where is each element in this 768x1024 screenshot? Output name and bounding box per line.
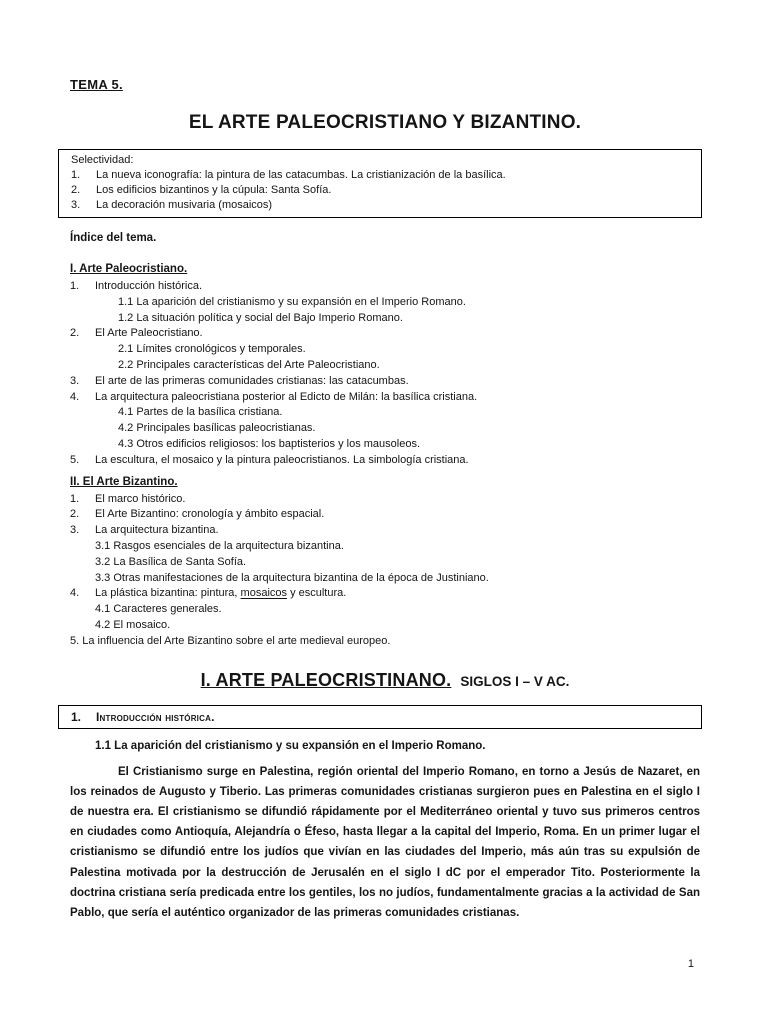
list-item bbox=[70, 421, 700, 437]
list-item-number: 4. bbox=[70, 390, 80, 403]
list-item bbox=[70, 374, 700, 390]
list-item-text: 4.1 Caracteres generales. bbox=[95, 603, 222, 616]
list-item-number: 4. bbox=[70, 587, 80, 600]
list-item bbox=[70, 586, 700, 602]
list-item-text: La plástica bizantina: pintura, mosaicos y escultura. bbox=[95, 587, 347, 600]
list-item-number: 2. bbox=[70, 327, 80, 340]
list-item bbox=[70, 507, 700, 523]
list-item-text: La decoración musivaria (mosaicos) bbox=[96, 199, 273, 211]
main-section-heading-primary: I. ARTE PALEOCRISTINANO. bbox=[200, 669, 452, 690]
list-item-number: 1. bbox=[70, 280, 80, 292]
list-item bbox=[70, 453, 700, 469]
intro-section-number: 1. bbox=[71, 709, 82, 724]
document-title: EL ARTE PALEOCRISTIANO Y BIZANTINO. bbox=[188, 112, 582, 133]
list-item bbox=[70, 571, 700, 587]
list-item bbox=[70, 437, 700, 453]
list-item-text: El marco histórico. bbox=[95, 492, 186, 505]
selectividad-box bbox=[58, 149, 702, 218]
list-item bbox=[70, 342, 700, 358]
list-item-text: La arquitectura bizantina. bbox=[95, 524, 219, 537]
list-item bbox=[70, 618, 700, 634]
list-item-text: 2.2 Principales características del Arte Paleocristiano. bbox=[118, 358, 380, 371]
list-item-number: 1. bbox=[70, 492, 80, 505]
index-section1-heading: I. Arte Paleocristiano. bbox=[70, 263, 188, 275]
list-item bbox=[70, 390, 700, 406]
list-item-number: 3. bbox=[71, 199, 81, 211]
list-item bbox=[70, 523, 700, 539]
list-item-text: 4.2 El mosaico. bbox=[95, 618, 171, 631]
list-item-text: La escultura, el mosaico y la pintura paleocristianos. La simbología cristiana. bbox=[95, 453, 469, 466]
selectividad-label: Selectividad: bbox=[71, 154, 134, 166]
list-item bbox=[71, 198, 693, 213]
list-item-text: 5. La influencia del Arte Bizantino sobre el arte medieval europeo. bbox=[70, 634, 391, 647]
selectividad-list bbox=[71, 168, 693, 213]
list-item-text: El Arte Paleocristiano. bbox=[95, 327, 203, 340]
document-content bbox=[70, 0, 700, 923]
list-item-text: 3.1 Rasgos esenciales de la arquitectura bizantina. bbox=[95, 539, 344, 552]
index-section2-heading: II. El Arte Bizantino. bbox=[70, 475, 178, 488]
list-item-text: 4.1 Partes de la basílica cristiana. bbox=[118, 406, 283, 419]
list-item bbox=[70, 311, 700, 327]
list-item-text: La nueva iconografía: la pintura de las catacumbas. La cristianización de la basílica. bbox=[96, 169, 506, 181]
list-item-number: 5. bbox=[70, 453, 80, 466]
list-item-text: 4.2 Principales basílicas paleocristianas. bbox=[118, 422, 316, 435]
list-item bbox=[70, 555, 700, 571]
list-item-text: 1.2 La situación política y social del Bajo Imperio Romano. bbox=[118, 311, 403, 324]
list-item-number: 2. bbox=[70, 508, 80, 521]
list-item-text: El Arte Bizantino: cronología y ámbito espacial. bbox=[95, 508, 325, 521]
page-number: 1 bbox=[687, 958, 694, 970]
list-item-text: 1.1 La aparición del cristianismo y su expansión en el Imperio Romano. bbox=[118, 295, 466, 308]
list-item-number: 3. bbox=[70, 374, 80, 387]
list-item-text: 3.2 La Basílica de Santa Sofía. bbox=[95, 555, 247, 568]
list-item bbox=[70, 602, 700, 618]
list-item-number: 3. bbox=[70, 524, 80, 537]
index-section2-list bbox=[70, 492, 700, 650]
intro-section-box bbox=[58, 705, 702, 729]
list-item-text: 4.3 Otros edificios religiosos: los baptisterios y los mausoleos. bbox=[118, 437, 421, 450]
tema-label: TEMA 5. bbox=[70, 77, 123, 92]
list-item-number: 2. bbox=[71, 184, 81, 196]
list-item bbox=[71, 168, 693, 183]
list-item bbox=[70, 279, 700, 295]
list-item-text: 3.3 Otras manifestaciones de la arquitectura bizantina de la época de Justiniano. bbox=[95, 571, 489, 584]
list-item-text: Introducción histórica. bbox=[95, 280, 202, 292]
list-item-text: 2.1 Límites cronológicos y temporales. bbox=[118, 343, 306, 356]
list-item bbox=[70, 539, 700, 555]
list-item bbox=[71, 183, 693, 198]
list-item-text: El arte de las primeras comunidades cristianas: las catacumbas. bbox=[95, 374, 409, 387]
body-paragraph: El Cristianismo surge en Palestina, región oriental del Imperio Romano, en torno a Jesús de Nazaret, en los reinados de Augusto y Tiberio. Las primeras comunidades cristianas surgieron pues en Palestina en el siglo I de nuestra era. El cristianismo se difundió rápidamente por el Mediterráneo oriental y tuvo sus primeros centros en ciudades como Antioquía, Alejandría o Éfeso, hasta llegar a la capital del Imperio, Roma. En un primer lugar el cristianismo se difundió entre los judíos que vivían en las ciudades del Imperio, más aún tras su expulsión de Palestina motivada por la destrucción de Jerusalén en el siglo I dC por el emperador Tito. Posteriormente la doctrina cristiana sería predicada entre los gentiles, los no judíos, fundamentalmente gracias a la actividad de San Pablo, que sería el auténtico organizador de las primeras comunidades cristianas. bbox=[70, 765, 700, 919]
list-item bbox=[70, 358, 700, 374]
list-item-text: La arquitectura paleocristiana posterior al Edicto de Milán: la basílica cristiana. bbox=[95, 390, 478, 403]
intro-section-label: Introducción histórica. bbox=[96, 709, 215, 724]
list-item bbox=[70, 634, 700, 650]
list-item-text: Los edificios bizantinos y la cúpula: Santa Sofía. bbox=[96, 184, 332, 196]
main-section-heading bbox=[70, 670, 700, 691]
list-item bbox=[70, 326, 700, 342]
index-section1-list bbox=[70, 279, 700, 469]
list-item bbox=[70, 405, 700, 421]
list-item-number: 1. bbox=[71, 169, 81, 181]
index-heading: Índice del tema. bbox=[70, 232, 157, 244]
subsection-heading: 1.1 La aparición del cristianismo y su expansión en el Imperio Romano. bbox=[95, 739, 486, 752]
list-item bbox=[70, 295, 700, 311]
main-section-heading-secondary: SIGLOS I – V AC. bbox=[460, 673, 570, 689]
list-item bbox=[70, 492, 700, 508]
